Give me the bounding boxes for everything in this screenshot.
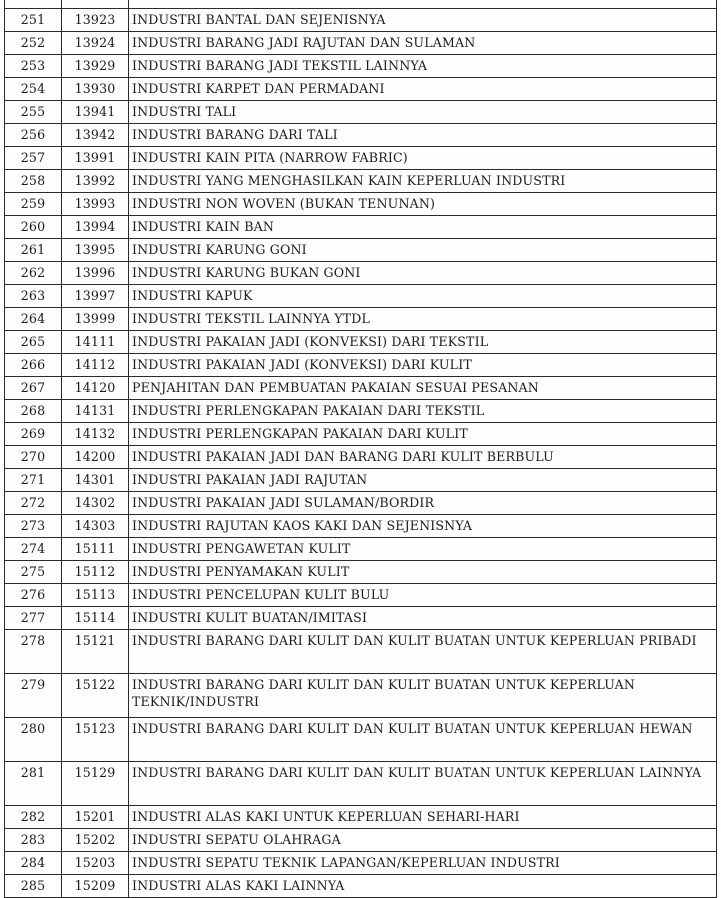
cell-description: INDUSTRI BARANG DARI KULIT DAN KULIT BUATAN UNTUK KEPERLUAN TEKNIK/INDUSTRI <box>129 674 717 718</box>
table-row <box>5 423 717 446</box>
table-row <box>5 101 717 124</box>
table-row <box>5 607 717 630</box>
kbli-table-body <box>5 0 717 898</box>
table-row <box>5 32 717 55</box>
table-row <box>5 469 717 492</box>
cell-no: 252 <box>5 32 62 55</box>
cell-kbli: 15123 <box>62 718 129 762</box>
cell-description: INDUSTRI PAKAIAN JADI (KONVEKSI) DARI KULIT <box>129 354 717 377</box>
cell-kbli: 14303 <box>62 515 129 538</box>
cell-description: INDUSTRI BARANG DARI KULIT DAN KULIT BUATAN UNTUK KEPERLUAN HEWAN <box>129 718 717 762</box>
cell-kbli: 13942 <box>62 124 129 147</box>
table-row-clipped <box>5 0 717 9</box>
cell-description: INDUSTRI ALAS KAKI LAINNYA <box>129 875 717 898</box>
cell-description: PENJAHITAN DAN PEMBUATAN PAKAIAN SESUAI PESANAN <box>129 377 717 400</box>
cell-no: 272 <box>5 492 62 515</box>
table-row <box>5 674 717 718</box>
cell-description: INDUSTRI ALAS KAKI UNTUK KEPERLUAN SEHARI-HARI <box>129 806 717 829</box>
cell-description: INDUSTRI KAIN BAN <box>129 216 717 239</box>
cell-kbli: 13923 <box>62 9 129 32</box>
table-row <box>5 762 717 806</box>
table-row <box>5 630 717 674</box>
cell-description: INDUSTRI KAPUK <box>129 285 717 308</box>
table-row <box>5 446 717 469</box>
table-row <box>5 262 717 285</box>
table-row <box>5 147 717 170</box>
cell-no: 285 <box>5 875 62 898</box>
cell-description: INDUSTRI PAKAIAN JADI (KONVEKSI) DARI TEKSTIL <box>129 331 717 354</box>
cell-no: 275 <box>5 561 62 584</box>
table-row <box>5 308 717 331</box>
cell-no: 264 <box>5 308 62 331</box>
cell-no: 260 <box>5 216 62 239</box>
cell-kbli: 13995 <box>62 239 129 262</box>
table-row <box>5 239 717 262</box>
cell-kbli: 13992 <box>62 170 129 193</box>
cell-no: 257 <box>5 147 62 170</box>
cell-no: 259 <box>5 193 62 216</box>
cell-no: 284 <box>5 852 62 875</box>
cell-kbli: 14112 <box>62 354 129 377</box>
cell-description: INDUSTRI YANG MENGHASILKAN KAIN KEPERLUAN INDUSTRI <box>129 170 717 193</box>
cell-no: 273 <box>5 515 62 538</box>
cell-kbli: 14132 <box>62 423 129 446</box>
cell-kbli: 15209 <box>62 875 129 898</box>
table-row <box>5 78 717 101</box>
table-row <box>5 492 717 515</box>
cell-description: INDUSTRI KARPET DAN PERMADANI <box>129 78 717 101</box>
cell-description: INDUSTRI SEPATU OLAHRAGA <box>129 829 717 852</box>
cell-no: 267 <box>5 377 62 400</box>
table-row <box>5 170 717 193</box>
cell-no: 281 <box>5 762 62 806</box>
cell-no: 283 <box>5 829 62 852</box>
cell-description: INDUSTRI BARANG DARI KULIT DAN KULIT BUATAN UNTUK KEPERLUAN LAINNYA <box>129 762 717 806</box>
cell-kbli: 15203 <box>62 852 129 875</box>
cell-no: 269 <box>5 423 62 446</box>
cell-no: 258 <box>5 170 62 193</box>
cell-description: INDUSTRI PENYAMAKAN KULIT <box>129 561 717 584</box>
table-row <box>5 377 717 400</box>
cell-kbli <box>62 0 129 9</box>
table-row <box>5 561 717 584</box>
cell-no: 274 <box>5 538 62 561</box>
cell-no: 253 <box>5 55 62 78</box>
cell-no: 271 <box>5 469 62 492</box>
cell-description: INDUSTRI BARANG DARI TALI <box>129 124 717 147</box>
table-row <box>5 515 717 538</box>
cell-kbli: 15111 <box>62 538 129 561</box>
cell-description: INDUSTRI NON WOVEN (BUKAN TENUNAN) <box>129 193 717 216</box>
cell-kbli: 14120 <box>62 377 129 400</box>
cell-no: 279 <box>5 674 62 718</box>
table-row <box>5 354 717 377</box>
cell-description: INDUSTRI BARANG JADI RAJUTAN DAN SULAMAN <box>129 32 717 55</box>
cell-kbli: 15202 <box>62 829 129 852</box>
cell-description: INDUSTRI TEKSTIL LAINNYA YTDL <box>129 308 717 331</box>
cell-no: 266 <box>5 354 62 377</box>
cell-no: 282 <box>5 806 62 829</box>
cell-no: 278 <box>5 630 62 674</box>
cell-kbli: 14301 <box>62 469 129 492</box>
cell-kbli: 15201 <box>62 806 129 829</box>
cell-kbli: 13929 <box>62 55 129 78</box>
cell-kbli: 13941 <box>62 101 129 124</box>
cell-description: INDUSTRI KARUNG BUKAN GONI <box>129 262 717 285</box>
cell-description: INDUSTRI KAIN PITA (NARROW FABRIC) <box>129 147 717 170</box>
cell-description: INDUSTRI PENGAWETAN KULIT <box>129 538 717 561</box>
cell-description <box>129 0 717 9</box>
cell-kbli: 14111 <box>62 331 129 354</box>
cell-kbli: 14131 <box>62 400 129 423</box>
table-row <box>5 331 717 354</box>
cell-no: 254 <box>5 78 62 101</box>
cell-description: INDUSTRI KARUNG GONI <box>129 239 717 262</box>
cell-no: 280 <box>5 718 62 762</box>
table-row <box>5 852 717 875</box>
cell-no: 277 <box>5 607 62 630</box>
table-row <box>5 584 717 607</box>
cell-description: INDUSTRI PAKAIAN JADI SULAMAN/BORDIR <box>129 492 717 515</box>
table-row <box>5 285 717 308</box>
cell-no <box>5 0 62 9</box>
cell-kbli: 15114 <box>62 607 129 630</box>
cell-kbli: 15121 <box>62 630 129 674</box>
cell-kbli: 15113 <box>62 584 129 607</box>
cell-description: INDUSTRI BARANG DARI KULIT DAN KULIT BUATAN UNTUK KEPERLUAN PRIBADI <box>129 630 717 674</box>
cell-no: 262 <box>5 262 62 285</box>
cell-no: 270 <box>5 446 62 469</box>
table-row <box>5 9 717 32</box>
cell-no: 276 <box>5 584 62 607</box>
cell-description: INDUSTRI BANTAL DAN SEJENISNYA <box>129 9 717 32</box>
table-row <box>5 193 717 216</box>
table-row <box>5 829 717 852</box>
cell-description: INDUSTRI PAKAIAN JADI RAJUTAN <box>129 469 717 492</box>
cell-kbli: 14200 <box>62 446 129 469</box>
cell-kbli: 13996 <box>62 262 129 285</box>
cell-description: INDUSTRI PERLENGKAPAN PAKAIAN DARI KULIT <box>129 423 717 446</box>
table-row <box>5 718 717 762</box>
cell-kbli: 15112 <box>62 561 129 584</box>
cell-kbli: 13991 <box>62 147 129 170</box>
table-row <box>5 538 717 561</box>
cell-kbli: 13924 <box>62 32 129 55</box>
table-row <box>5 806 717 829</box>
table-row <box>5 216 717 239</box>
cell-no: 268 <box>5 400 62 423</box>
cell-kbli: 13997 <box>62 285 129 308</box>
cell-description: INDUSTRI KULIT BUATAN/IMITASI <box>129 607 717 630</box>
cell-description: INDUSTRI PERLENGKAPAN PAKAIAN DARI TEKSTIL <box>129 400 717 423</box>
cell-description: INDUSTRI SEPATU TEKNIK LAPANGAN/KEPERLUAN INDUSTRI <box>129 852 717 875</box>
cell-no: 256 <box>5 124 62 147</box>
cell-no: 255 <box>5 101 62 124</box>
table-row <box>5 400 717 423</box>
cell-no: 251 <box>5 9 62 32</box>
cell-description: INDUSTRI PENCELUPAN KULIT BULU <box>129 584 717 607</box>
cell-kbli: 15122 <box>62 674 129 718</box>
table-row <box>5 875 717 898</box>
cell-description: INDUSTRI PAKAIAN JADI DAN BARANG DARI KULIT BERBULU <box>129 446 717 469</box>
cell-description: INDUSTRI RAJUTAN KAOS KAKI DAN SEJENISNYA <box>129 515 717 538</box>
cell-description: INDUSTRI BARANG JADI TEKSTIL LAINNYA <box>129 55 717 78</box>
cell-kbli: 13999 <box>62 308 129 331</box>
cell-kbli: 14302 <box>62 492 129 515</box>
kbli-table <box>4 0 717 898</box>
cell-kbli: 13993 <box>62 193 129 216</box>
cell-no: 261 <box>5 239 62 262</box>
cell-kbli: 15129 <box>62 762 129 806</box>
table-row <box>5 124 717 147</box>
cell-no: 265 <box>5 331 62 354</box>
cell-no: 263 <box>5 285 62 308</box>
table-row <box>5 55 717 78</box>
cell-description: INDUSTRI TALI <box>129 101 717 124</box>
cell-kbli: 13994 <box>62 216 129 239</box>
cell-kbli: 13930 <box>62 78 129 101</box>
